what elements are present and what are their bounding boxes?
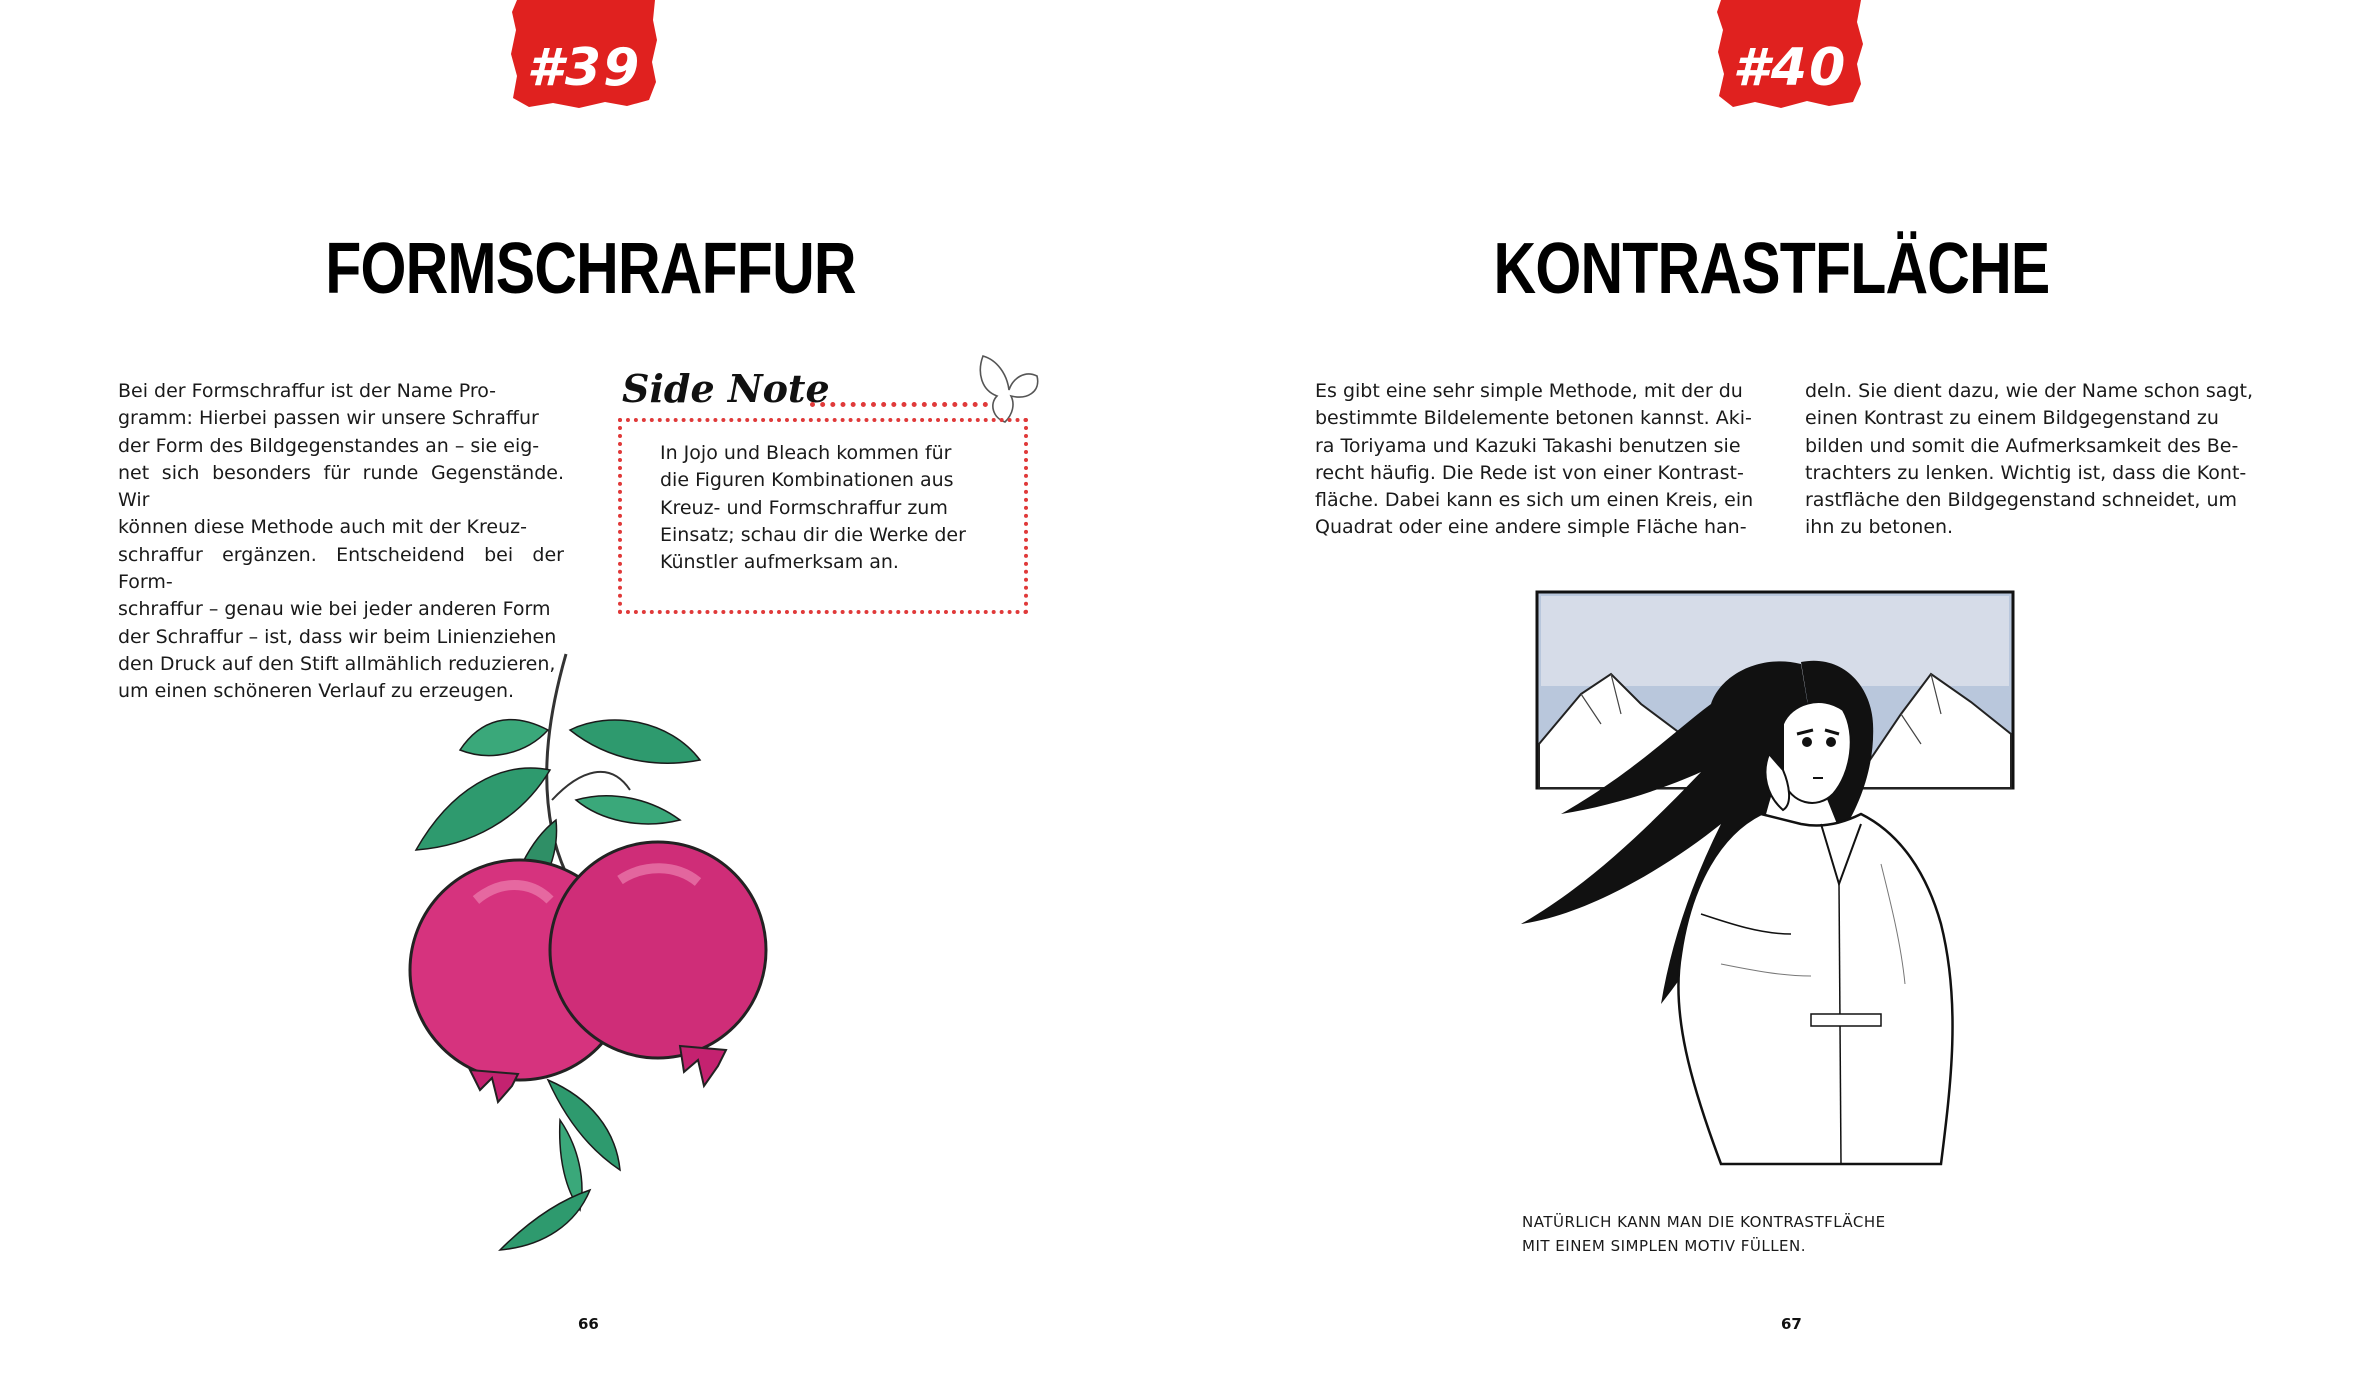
text-line: Quadrat oder eine andere simple Fläche han- [1315, 516, 1747, 539]
side-note-dotted-rule [810, 402, 988, 413]
pomegranate-illustration [380, 650, 820, 1290]
image-caption [1522, 1210, 1886, 1258]
text-line: trachters zu lenken. Wichtig ist, dass die Kont- [1805, 461, 2247, 484]
text-line: einen Kontrast zu einem Bildgegenstand zu [1805, 407, 2219, 430]
section-tag-40 [1715, 0, 1865, 112]
text-line: recht häufig. Die Rede ist von einer Kontrast- [1315, 461, 1744, 484]
body-column-1 [1315, 378, 1755, 542]
side-note-title: Side Note [622, 366, 830, 411]
page-number: 66 [578, 1315, 599, 1333]
text-line: Kreuz- und Formschraffur zum [660, 496, 948, 519]
section-number: #40 [1732, 38, 1848, 98]
text-line: der Form des Bildgegenstandes an – sie eig- [118, 434, 540, 457]
text-line: der Schraffur – ist, dass wir beim Linienziehen [118, 625, 557, 648]
caption-line: MIT EINEM SIMPLEN MOTIV FÜLLEN. [1522, 1237, 1807, 1255]
section-tag-39 [509, 0, 659, 112]
text-line: net sich besonders für runde Gegenstände. Wir [118, 461, 564, 512]
section-number: #39 [526, 38, 642, 98]
text-line: ra Toriyama und Kazuki Takashi benutzen sie [1315, 434, 1741, 457]
manga-girl-illustration [1521, 584, 2041, 1184]
text-line: In Jojo und Bleach kommen für [660, 442, 952, 464]
text-line: den Druck auf den Stift allmählich reduzieren, [118, 652, 556, 675]
page-title: FORMSCHRAFFUR [325, 229, 856, 309]
text-line: können diese Methode auch mit der Kreuz- [118, 516, 527, 539]
text-line: die Figuren Kombinationen aus [660, 469, 954, 492]
text-line: um einen schöneren Verlauf zu erzeugen. [118, 680, 515, 703]
right-page [1181, 0, 2362, 1388]
page-number: 67 [1781, 1315, 1802, 1333]
text-line: gramm: Hierbei passen wir unsere Schraffur [118, 407, 539, 430]
text-line: bestimmte Bildelemente betonen kannst. Aki- [1315, 407, 1752, 430]
side-note-text [660, 440, 990, 576]
text-line: Bei der Formschraffur ist der Name Pro- [118, 380, 497, 402]
text-line: Künstler aufmerksam an. [660, 551, 899, 574]
text-line: fläche. Dabei kann es sich um einen Kreis, ein [1315, 489, 1754, 512]
text-line: Einsatz; schau dir die Werke der [660, 523, 966, 546]
text-line: Es gibt eine sehr simple Methode, mit der du [1315, 380, 1743, 402]
text-line: deln. Sie dient dazu, wie der Name schon sagt, [1805, 380, 2254, 402]
page-title: KONTRASTFLÄCHE [1493, 229, 2050, 309]
body-column-2 [1805, 378, 2253, 542]
text-line: rastfläche den Bildgegenstand schneidet, um [1805, 489, 2238, 512]
caption-line: NATÜRLICH KANN MAN DIE KONTRASTFLÄCHE [1522, 1213, 1886, 1231]
text-line: ihn zu betonen. [1805, 516, 1954, 539]
text-line: schraffur – genau wie bei jeder anderen Form [118, 598, 551, 621]
text-line: bilden und somit die Aufmerksamkeit des Be- [1805, 434, 2239, 457]
text-line: schraffur ergänzen. Entscheidend bei der Form- [118, 543, 564, 594]
